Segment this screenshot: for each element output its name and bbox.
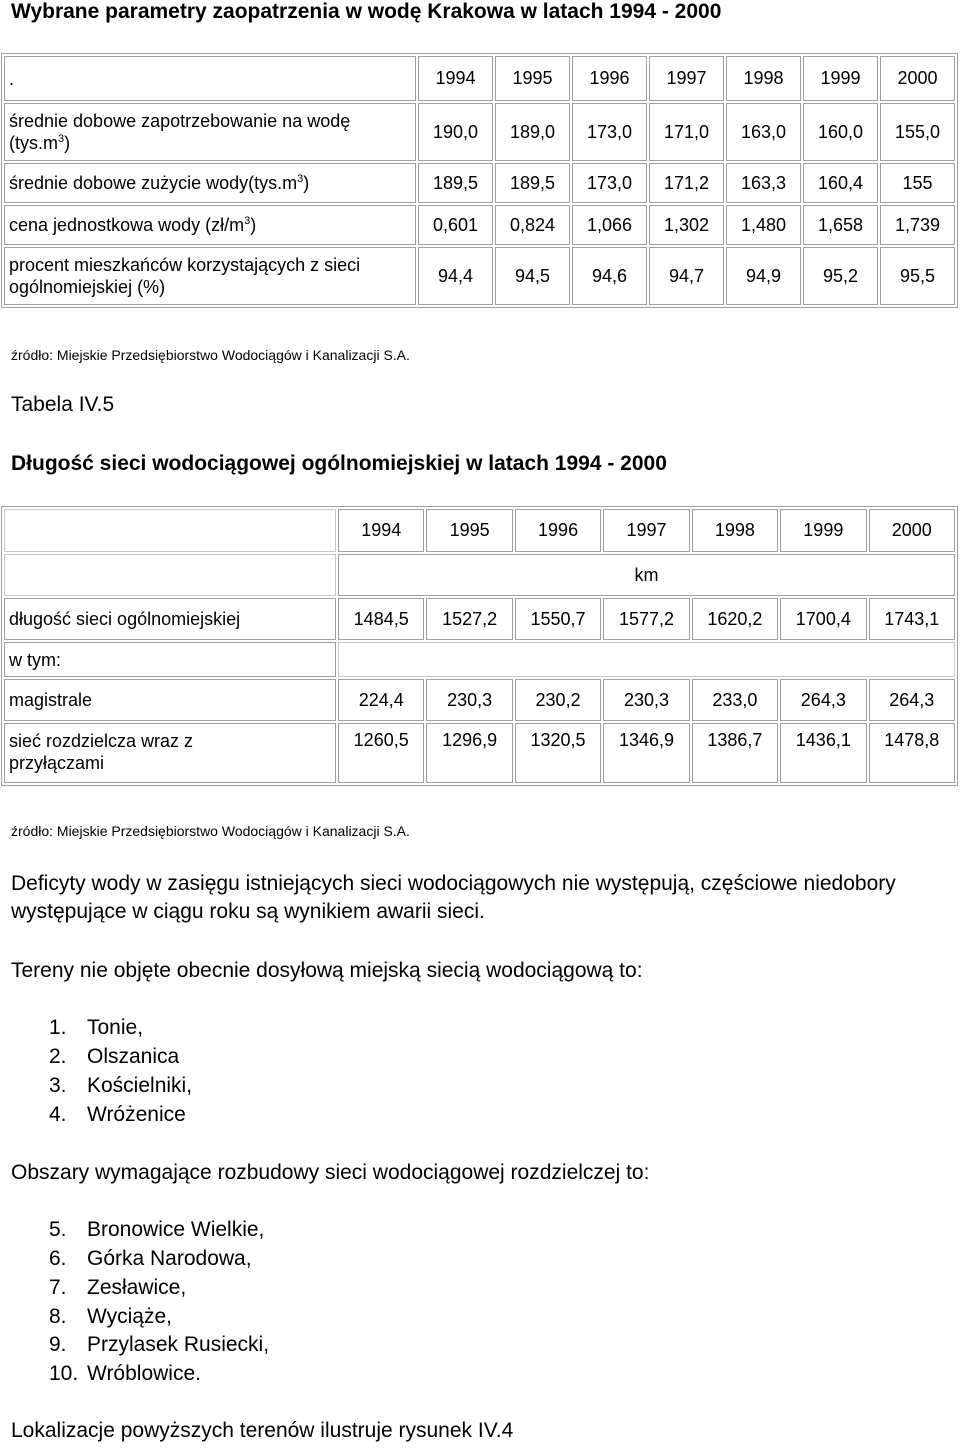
year-header: 1994: [338, 509, 424, 552]
row-label: średnie dobowe zapotrzebowanie na wodę $(tys.m^3)$: [4, 103, 416, 161]
list-text: Olszanica: [87, 1045, 180, 1068]
row-label: długość sieci ogólnomiejskiej: [4, 598, 336, 640]
row-label: procent mieszkańców korzystających z sieci ogólnomiejskiej (%): [4, 247, 416, 305]
table-row: [4, 205, 955, 245]
row-label: sieć rozdzielcza wraz z przyłączami: [4, 723, 336, 783]
table-cell: 94,4: [418, 247, 493, 305]
list-text: Wyciąże,: [87, 1305, 172, 1328]
list-text: Przylasek Rusiecki,: [87, 1333, 270, 1356]
table-cell: 1577,2: [603, 598, 689, 640]
list-item: [0, 1331, 960, 1359]
source-note: źródło: Miejskie Przedsiębiorstwo Wodociągów i Kanalizacji S.A.: [11, 823, 410, 839]
list-number: 7.: [49, 1276, 67, 1299]
row-label: średnie dobowe zużycie $wody(tys.m^3)$: [4, 163, 416, 203]
table-cell: 95,5: [880, 247, 955, 305]
table-cell: 1700,4: [780, 598, 866, 640]
table-header-row: [4, 509, 955, 552]
year-header: 1999: [803, 56, 878, 101]
year-header: 1995: [426, 509, 512, 552]
unit-label: km: [338, 554, 955, 596]
table-cell: 1386,7: [692, 723, 778, 783]
table-cell: 189,0: [495, 103, 570, 161]
list-number: 6.: [49, 1247, 67, 1270]
row-label: w tym:: [4, 642, 336, 677]
table-cell: 173,0: [572, 103, 647, 161]
table-row: [4, 679, 955, 721]
table-cell: 1743,1: [869, 598, 955, 640]
table-cell: 1,658: [803, 205, 878, 245]
table-cell: 1,739: [880, 205, 955, 245]
table-cell: 95,2: [803, 247, 878, 305]
table-cell: 233,0: [692, 679, 778, 721]
water-supply-table: [1, 53, 958, 308]
table-cell: 264,3: [869, 679, 955, 721]
list-text: Górka Narodowa,: [87, 1247, 252, 1270]
list-text: Bronowice Wielkie,: [87, 1218, 265, 1241]
year-header: 1996: [572, 56, 647, 101]
table-cell: 1436,1: [780, 723, 866, 783]
year-header: 1997: [603, 509, 689, 552]
list-item: [0, 1101, 960, 1129]
table-cell: 160,4: [803, 163, 878, 203]
table-cell: 1550,7: [515, 598, 601, 640]
table-cell: 171,0: [649, 103, 724, 161]
table-cell: 190,0: [418, 103, 493, 161]
row-label: magistrale: [4, 679, 336, 721]
table-cell: 1296,9: [426, 723, 512, 783]
table-cell: 94,9: [726, 247, 801, 305]
table-cell: 163,0: [726, 103, 801, 161]
table-caption: Tabela IV.5: [11, 393, 115, 416]
table-cell: 1,480: [726, 205, 801, 245]
table-cell: 160,0: [803, 103, 878, 161]
list-item: [0, 1014, 960, 1042]
list-item: [0, 1072, 960, 1100]
year-header: 1998: [692, 509, 778, 552]
paragraph: Lokalizacje powyższych terenów ilustruje rysunek IV.4: [11, 1419, 514, 1442]
table-cell: 230,3: [426, 679, 512, 721]
empty-cell: [4, 554, 336, 596]
list-item: [0, 1303, 960, 1331]
year-header: 2000: [869, 509, 955, 552]
year-header: 1994: [418, 56, 493, 101]
table-cell: 189,5: [418, 163, 493, 203]
list-item: [0, 1274, 960, 1302]
page-title: Wybrane parametry zaopatrzenia w wodę Krakowa w latach 1994 - 2000: [11, 0, 722, 23]
table-cell: 173,0: [572, 163, 647, 203]
table-cell: 163,3: [726, 163, 801, 203]
table-cell: 1484,5: [338, 598, 424, 640]
year-header: 1995: [495, 56, 570, 101]
list-number: 10.: [49, 1362, 79, 1385]
table-cell: 230,3: [603, 679, 689, 721]
year-header: 1996: [515, 509, 601, 552]
paragraph: Deficyty wody w zasięgu istniejących sieci wodociągowych nie występują, częściowe niedobory występujące w ciągu roku są wynikiem awarii sieci.: [11, 872, 896, 923]
table-cell: 94,6: [572, 247, 647, 305]
table-cell: 224,4: [338, 679, 424, 721]
table-cell: 230,2: [515, 679, 601, 721]
table-cell: 1478,8: [869, 723, 955, 783]
table-cell: 94,7: [649, 247, 724, 305]
table-unit-row: [4, 554, 955, 596]
list-text: Kościelniki,: [87, 1074, 193, 1097]
table-cell: 155,0: [880, 103, 955, 161]
network-length-table: [1, 506, 958, 786]
table-cell: 171,2: [649, 163, 724, 203]
year-header: 1997: [649, 56, 724, 101]
table-row: [4, 247, 955, 305]
table-cell: 155: [880, 163, 955, 203]
table-row: [4, 598, 955, 640]
list-item: [0, 1360, 960, 1388]
table-corner-cell: .: [4, 56, 416, 101]
list-number: 4.: [49, 1103, 67, 1126]
table-row: [4, 642, 955, 677]
list-text: Zesławice,: [87, 1276, 187, 1299]
table-cell: 1320,5: [515, 723, 601, 783]
table-cell: 264,3: [780, 679, 866, 721]
section-heading: Długość sieci wodociągowej ogólnomiejskiej w latach 1994 - 2000: [11, 452, 667, 475]
table-cell: 189,5: [495, 163, 570, 203]
list-number: 3.: [49, 1074, 67, 1097]
list-text: Wróblowice.: [87, 1362, 201, 1385]
paragraph: Obszary wymagające rozbudowy sieci wodociągowej rozdzielczej to:: [11, 1161, 650, 1184]
table-row: [4, 723, 955, 783]
list-number: 2.: [49, 1045, 67, 1068]
empty-cell: [338, 642, 955, 677]
table-cell: 94,5: [495, 247, 570, 305]
table-row: [4, 163, 955, 203]
table-corner-cell: [4, 509, 336, 552]
table-cell: 1527,2: [426, 598, 512, 640]
table-cell: 1,066: [572, 205, 647, 245]
paragraph: Tereny nie objęte obecnie dosyłową miejską siecią wodociągową to:: [11, 959, 643, 982]
list-number: 1.: [49, 1016, 67, 1039]
year-header: 1999: [780, 509, 866, 552]
list-number: 9.: [49, 1333, 67, 1356]
list-item: [0, 1216, 960, 1244]
list-text: Tonie,: [87, 1016, 144, 1039]
row-label: cena jednostkowa wody $(zł/m^3)$: [4, 205, 416, 245]
list-number: 8.: [49, 1305, 67, 1328]
table-cell: 0,601: [418, 205, 493, 245]
table-header-row: [4, 56, 955, 101]
list-text: Wróżenice: [87, 1103, 186, 1126]
table-row: [4, 103, 955, 161]
table-cell: 0,824: [495, 205, 570, 245]
table-cell: 1,302: [649, 205, 724, 245]
table-cell: 1620,2: [692, 598, 778, 640]
list-item: [0, 1245, 960, 1273]
year-header: 2000: [880, 56, 955, 101]
year-header: 1998: [726, 56, 801, 101]
list-item: [0, 1043, 960, 1071]
table-cell: 1260,5: [338, 723, 424, 783]
source-note: źródło: Miejskie Przedsiębiorstwo Wodociągów i Kanalizacji S.A.: [11, 347, 410, 363]
list-number: 5.: [49, 1218, 67, 1241]
table-cell: 1346,9: [603, 723, 689, 783]
